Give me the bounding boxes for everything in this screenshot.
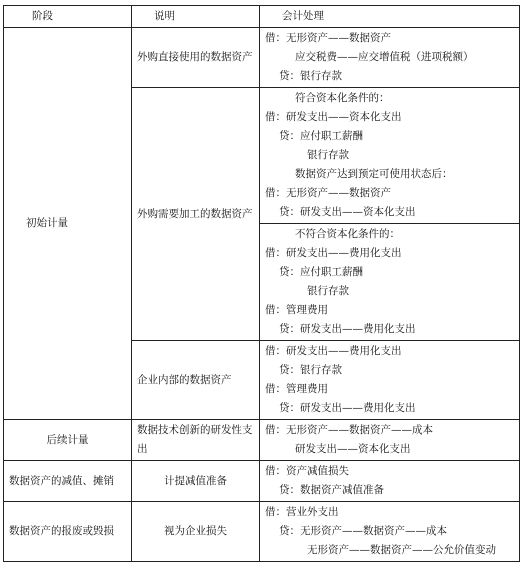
desc-processed: 外购需要加工的数据资产 xyxy=(132,88,260,341)
header-description: 说明 xyxy=(132,6,260,28)
journal-line: 贷：应付职工薪酬 xyxy=(279,266,363,278)
journal-line: 数据资产达到预定可使用状态后： xyxy=(295,168,453,180)
acct-subsequent xyxy=(260,420,520,461)
journal-line: 贷：银行存款 xyxy=(279,70,342,82)
journal-line: 贷：数据资产减值准备 xyxy=(279,484,384,496)
journal-line: 借：研发支出——费用化支出 xyxy=(265,247,402,259)
journal-line: 贷：无形资产——数据资产——成本 xyxy=(279,525,447,537)
acct-impairment xyxy=(260,461,520,502)
stage-impairment: 数据资产的减值、摊销 xyxy=(4,461,132,502)
journal-line: 借：资产减值损失 xyxy=(265,465,349,477)
stage-disposal: 数据资产的报废或毁损 xyxy=(4,502,132,562)
desc-subsequent: 数据技术创新的研发性支出 xyxy=(132,420,260,461)
journal-line: 借：无形资产——数据资产——成本 xyxy=(265,424,433,436)
journal-line: 银行存款 xyxy=(307,149,349,161)
desc-direct: 外购直接使用的数据资产 xyxy=(132,28,260,88)
journal-line: 借：无形资产——数据资产 xyxy=(265,187,391,199)
journal-line: 贷：研发支出——资本化支出 xyxy=(279,206,416,218)
journal-line: 符合资本化条件的： xyxy=(295,92,390,104)
journal-line: 贷：研发支出——费用化支出 xyxy=(279,402,416,414)
journal-line: 贷：研发支出——费用化支出 xyxy=(279,323,416,335)
acct-internal xyxy=(260,341,520,420)
journal-line: 借：无形资产——数据资产 xyxy=(265,32,391,44)
journal-line: 借：管理费用 xyxy=(265,383,328,395)
acct-disposal xyxy=(260,502,520,562)
journal-line: 贷：银行存款 xyxy=(279,364,342,376)
journal-line: 无形资产——数据资产——公允价值变动 xyxy=(307,544,496,556)
desc-internal: 企业内部的数据资产 xyxy=(132,341,260,420)
acct-processed-cap xyxy=(260,88,520,224)
acct-direct xyxy=(260,28,520,88)
acct-processed-noncap xyxy=(260,224,520,341)
stage-subsequent: 后续计量 xyxy=(4,420,132,461)
journal-line: 银行存款 xyxy=(307,285,349,297)
desc-impairment: 计提减值准备 xyxy=(132,461,260,502)
desc-disposal: 视为企业损失 xyxy=(132,502,260,562)
journal-line: 借：管理费用 xyxy=(265,304,328,316)
journal-line: 应交税费——应交增值税（进项税额） xyxy=(295,51,474,63)
journal-line: 借：营业外支出 xyxy=(265,506,339,518)
header-accounting: 会计处理 xyxy=(260,6,520,28)
header-row xyxy=(4,6,520,28)
journal-line: 研发支出——资本化支出 xyxy=(295,443,411,455)
stage-initial: 初始计量 xyxy=(4,28,132,420)
journal-line: 不符合资本化条件的： xyxy=(295,228,400,240)
journal-line: 借：研发支出——资本化支出 xyxy=(265,111,402,123)
header-stage: 阶段 xyxy=(4,6,132,28)
table-row xyxy=(4,28,520,88)
table-row xyxy=(4,420,520,461)
table-row xyxy=(4,502,520,562)
journal-line: 借：研发支出——费用化支出 xyxy=(265,345,402,357)
data-asset-accounting-table xyxy=(3,5,520,562)
journal-line: 贷：应付职工薪酬 xyxy=(279,130,363,142)
table-row xyxy=(4,461,520,502)
